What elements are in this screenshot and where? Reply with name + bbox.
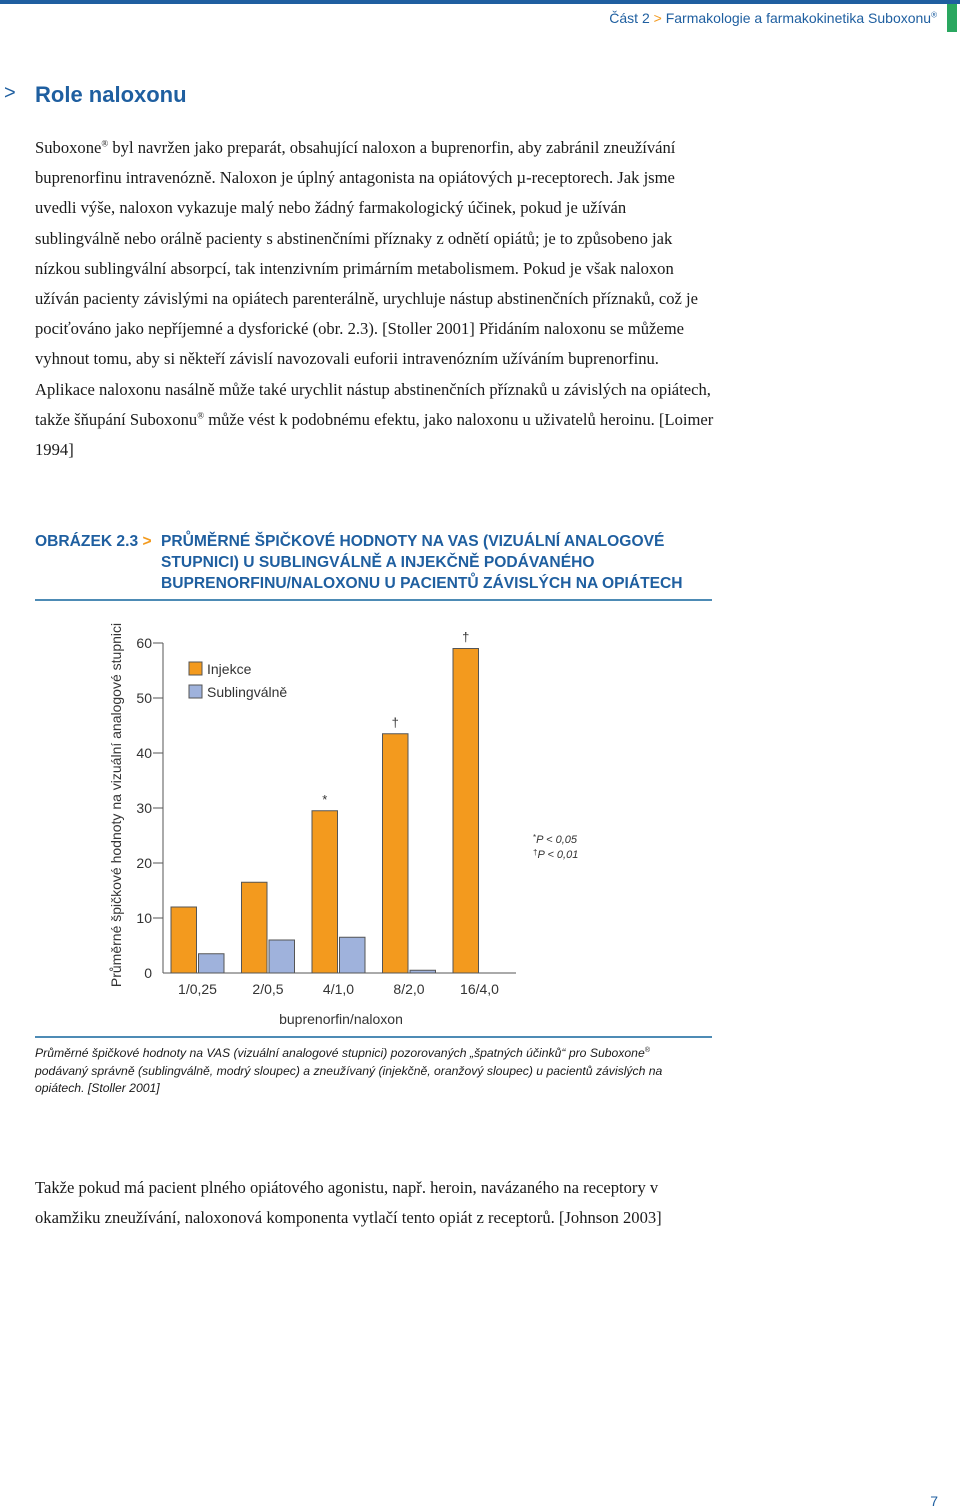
paragraph-1-reg-mark: ® [101, 138, 109, 149]
x-tick-label: 1/0,25 [178, 981, 217, 997]
header-part: Část 2 [609, 10, 650, 26]
figure-rule-bottom [35, 1036, 712, 1038]
bar-sublingvalne-1 [199, 954, 225, 973]
x-tick-label: 8/2,0 [393, 981, 425, 997]
bar-injekce-4 [383, 734, 409, 973]
bar-injekce-3 [312, 811, 338, 973]
paragraph-1-reg-mark-2: ® [197, 410, 205, 421]
bar-injekce-1 [171, 907, 197, 973]
y-tick-label: 40 [136, 745, 152, 761]
legend-swatch-injekce [189, 662, 202, 675]
significance-marker: * [322, 791, 328, 807]
paragraph-1-part-3: může vést k podobnému efektu, jako naloxonu u uživatelů heroinu. [Loimer 1994] [35, 409, 714, 460]
x-axis-title: buprenorfin/naloxon [279, 1011, 403, 1027]
figure-title: PRŮMĚRNÉ ŠPIČKOVÉ HODNOTY NA VAS (VIZUÁLNÍ ANALOGOVÉ STUPNICI) U SUBLINGVÁLNĚ A INJEKČNĚ PODÁVANÉHO BUPRENORFINU/NALOXONU U PACIENTŮ ZÁVISLÝCH NA OPIÁTECH [161, 533, 683, 592]
figure-label: OBRÁZEK 2.3 [35, 533, 139, 550]
figure-caption [35, 1045, 695, 1098]
paragraph-1-part-1: Suboxone [35, 138, 102, 157]
bar-injekce-5 [453, 649, 479, 974]
caption-part-2: podávaný správně (sublingválně, modrý sloupec) a zneužívaný (injekčně, oranžový sloupec) u pacientů závislých na opiátech. [Stoller 2001] [35, 1063, 663, 1095]
y-tick-label: 10 [136, 910, 152, 926]
section-arrow-icon: > [4, 82, 16, 104]
significance-note [533, 833, 578, 846]
y-tick-label: 20 [136, 855, 152, 871]
header-separator: > [653, 10, 662, 26]
x-tick-label: 4/1,0 [322, 981, 355, 997]
legend-label-sublingvalne: Sublingválně [207, 684, 288, 700]
y-tick-label: 30 [136, 800, 152, 816]
header-reg-mark: ® [931, 10, 937, 20]
y-tick-label: 0 [144, 965, 152, 981]
legend-swatch-sublingvalne [189, 685, 202, 698]
y-tick-label: 50 [136, 690, 152, 706]
figure-arrow-icon: > [142, 533, 152, 550]
x-tick-label: 2/0,5 [252, 981, 284, 997]
bar-injekce-2 [242, 882, 268, 973]
paragraph-1-part-2: byl navržen jako preparát, obsahující naloxon a buprenorfin, aby zabránil zneužívání buprenorfinu intravenózně. Naloxon je úplný antagonista na opiátových µ-receptorech. Jak jsme uvedli výše, naloxon vykazuje malý nebo žádný farmakologický účinek, pokud je užíván sublingválně nebo orálně pacienty s abstinenčními příznaky z odnětí opiátů; je to způsobeno jak nízkou sublingvální absorpcí, tak intenzivním primárním metabolismem. Pokud je však naloxon užíván pacienty závislými na opiátech parenterálně, urychluje nástup abstinenčních příznaků, což je pociťováno jako nepříjemné a dysforické (obr. 2.3). [Stoller 2001] Přidáním naloxonu se můžeme vyhnout tomu, aby si někteří závislí navozovali euforii intravenózním užíváním buprenorfinu. Aplikace naloxonu nasálně může také urychlit nástup abstinenčních příznaků u závislých na opiátech, takže šňupání Suboxonu [35, 138, 711, 429]
significance-note-text: P < 0,05 [536, 834, 577, 846]
significance-note [533, 848, 578, 861]
bar-sublingvalne-4 [410, 970, 436, 973]
bar-sublingvalne-3 [340, 937, 366, 973]
caption-reg-mark: ® [644, 1046, 650, 1054]
y-tick-label: 60 [136, 635, 152, 651]
significance-marker: † [462, 629, 470, 645]
significance-note-symbol: † [533, 848, 538, 857]
y-axis-title: Průměrné špičkové hodnoty na vizuální analogové stupnici [108, 622, 124, 988]
paragraph-2: Takže pokud má pacient plného opiátového agonistu, např. heroin, navázaného na receptory v okamžiku zneužívání, naloxonová komponenta vytlačí tento opiát z receptorů. [Johnson 2003] [35, 1178, 662, 1228]
page-number: 7 [930, 1493, 938, 1509]
significance-note-symbol: * [533, 833, 537, 842]
section-title: Role naloxonu [35, 82, 187, 107]
x-tick-label: 16/4,0 [460, 981, 499, 997]
caption-part-1: Průměrné špičkové hodnoty na VAS (vizuální analogové stupnici) pozorovaných „špatných účinků“ pro Suboxone [35, 1046, 645, 1060]
bar-sublingvalne-2 [269, 940, 295, 973]
significance-marker: † [391, 714, 399, 730]
header-title: Farmakologie a farmakokinetika Suboxonu [665, 10, 932, 26]
significance-note-text: P < 0,01 [537, 849, 579, 861]
legend-label-injekce: Injekce [207, 661, 252, 677]
